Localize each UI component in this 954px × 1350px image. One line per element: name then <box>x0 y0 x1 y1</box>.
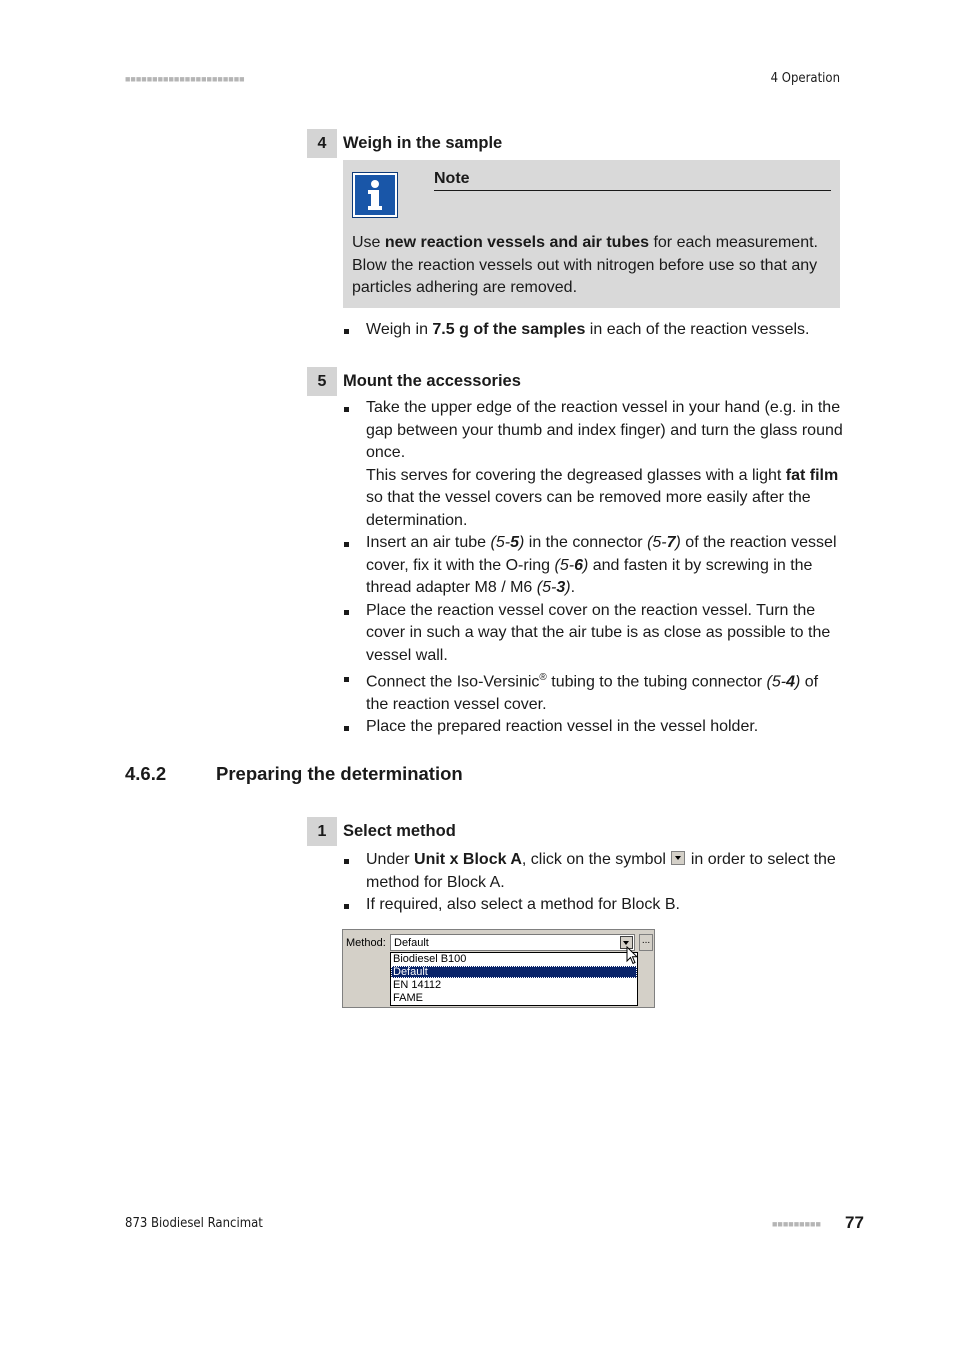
step5-bullets <box>343 397 843 739</box>
note-text: Use new reaction vessels and air tubes for each measurement. Blow the reaction vessels out with nitrogen before use so that any particles adhering are removed. <box>352 234 818 296</box>
step-number: 4 <box>307 129 337 158</box>
method-label: Method: <box>346 937 386 949</box>
dropdown-option[interactable]: EN 14112 <box>393 979 442 991</box>
header-chapter: 4 Operation <box>770 71 840 86</box>
list-item: Connect the Iso-Versinic® tubing to the tubing connector (5-4) of the reaction vessel cover. <box>343 667 843 716</box>
list-item: Place the reaction vessel cover on the reaction vessel. Turn the cover in such a way that the air tube is as close as possible to the vessel wall. <box>343 600 843 668</box>
mouse-cursor-icon <box>626 946 638 965</box>
list-item: Under Unit x Block A, click on the symbol in order to select the method for Block A. <box>343 849 843 894</box>
section-title: Preparing the determination <box>216 763 463 784</box>
page-number: 77 <box>845 1213 864 1232</box>
list-item: Weigh in 7.5 g of the samples in each of the reaction vessels. <box>343 319 843 342</box>
dropdown-option-selected[interactable]: Default <box>391 966 637 978</box>
step-title: Mount the accessories <box>343 372 521 390</box>
list-item: Take the upper edge of the reaction vessel in your hand (e.g. in the gap between your thumb and index finger) and turn the glass round once. This serves for covering the degreased glasses with a light fat film so that the vessel covers can be removed more easily after the determination. <box>343 397 843 532</box>
method-selected-value: Default <box>394 937 429 949</box>
step-number: 1 <box>307 817 337 846</box>
method-selector-screenshot <box>342 929 655 1008</box>
dropdown-arrow-icon <box>671 851 685 865</box>
section-number: 4.6.2 <box>125 763 167 784</box>
dropdown-option[interactable]: FAME <box>393 992 423 1004</box>
info-icon <box>352 172 398 218</box>
method-dropdown-list <box>390 952 638 1006</box>
note-box <box>343 160 840 308</box>
step-number: 5 <box>307 367 337 396</box>
dropdown-option[interactable]: Biodiesel B100 <box>393 953 467 965</box>
step-title: Weigh in the sample <box>343 134 503 152</box>
more-options-button[interactable]: ... <box>639 934 653 951</box>
list-item: Insert an air tube (5-5) in the connector (5-7) of the reaction vessel cover, fix it with the O-ring (5-6) and fasten it by screwing in the thread adapter M8 / M6 (5-3). <box>343 532 843 600</box>
step-title: Select method <box>343 822 456 840</box>
note-title: Note <box>434 170 831 191</box>
list-item: Place the prepared reaction vessel in the vessel holder. <box>343 716 843 739</box>
step4-bullets <box>343 319 843 342</box>
step1-bullets <box>343 849 843 917</box>
method-combobox[interactable] <box>390 934 635 951</box>
footer-decoration: ■■■■■■■■■ <box>772 1219 821 1229</box>
list-item: If required, also select a method for Block B. <box>343 894 843 917</box>
footer-product: 873 Biodiesel Rancimat <box>125 1216 263 1231</box>
header-decoration: ■■■■■■■■■■■■■■■■■■■■■■ <box>125 74 245 84</box>
